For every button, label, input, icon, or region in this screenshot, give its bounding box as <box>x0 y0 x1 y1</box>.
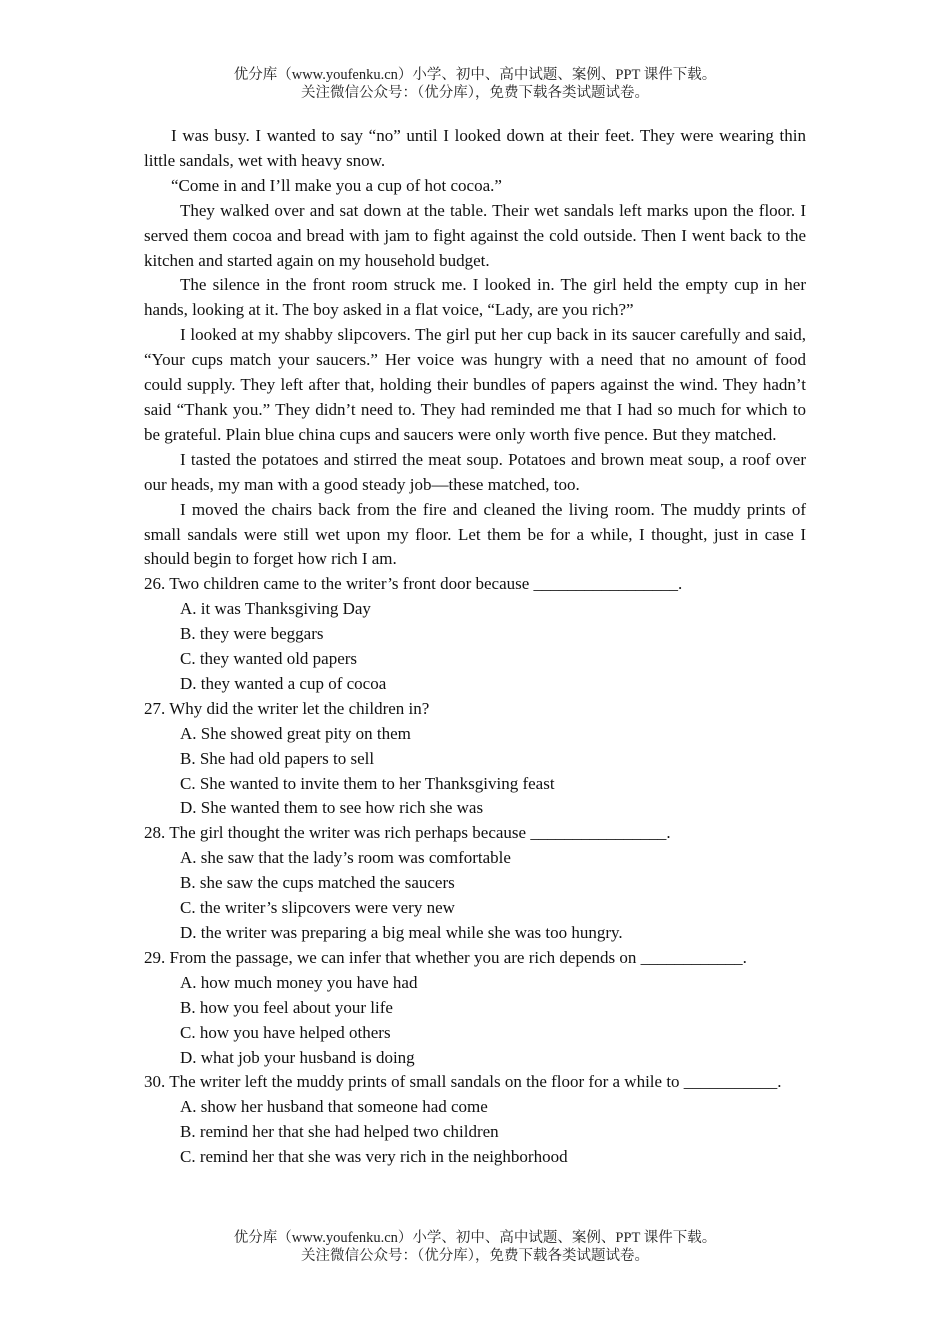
question-28 <box>144 821 806 946</box>
question-29 <box>144 946 806 1071</box>
header-line-1: 优分库（www.youfenku.cn）小学、初中、高中试题、案例、PPT 课件下载。 <box>233 67 717 83</box>
passage-paragraph: “Come in and I’ll make you a cup of hot cocoa.” <box>171 175 502 195</box>
answer-option: C. the writer’s slipcovers were very new <box>180 898 455 918</box>
passage-paragraph: I looked at my shabby slipcovers. The girl put her cup back in its saucer carefully and said, “Your cups match your saucers.” Her voice was hungry with a need that no amount of food could supply. They left after that, holding their bundles of papers against the wind. They hadn’t said “Thank you.” They didn’t need to. They had reminded me that I had so much for which to be grateful. Plain blue china cups and saucers were only worth five pence. But they matched. <box>144 325 806 444</box>
question-stem: 26. Two children came to the writer’s front door because _________________. <box>144 574 683 594</box>
answer-option: C. they wanted old papers <box>180 649 358 669</box>
question-stem: 28. The girl thought the writer was rich perhaps because ________________. <box>144 823 671 843</box>
passage-paragraph: I was busy. I wanted to say “no” until I looked down at their feet. They were wearing thin little sandals, wet with heavy snow. <box>144 126 806 170</box>
answer-option: D. She wanted them to see how rich she was <box>180 798 484 818</box>
page-header <box>0 66 950 102</box>
answer-option: C. remind her that she was very rich in the neighborhood <box>180 1147 568 1167</box>
question-27 <box>144 697 806 822</box>
passage-paragraph: The silence in the front room struck me. I looked in. The girl held the empty cup in her hands, looking at it. The boy asked in a flat voice, “Lady, are you rich?” <box>144 275 806 320</box>
document-body <box>144 124 806 1170</box>
answer-option: A. She showed great pity on them <box>180 723 411 743</box>
question-stem: 29. From the passage, we can infer that whether you are rich depends on ____________. <box>144 947 747 967</box>
answer-option: B. she saw the cups matched the saucers <box>180 873 455 893</box>
footer-line-1: 优分库（www.youfenku.cn）小学、初中、高中试题、案例、PPT 课件下载。 <box>233 1230 717 1246</box>
passage-paragraph: They walked over and sat down at the table. Their wet sandals left marks upon the floor. I served them cocoa and bread with jam to fight against the cold outside. Then I went back to the kitchen and started again on my household budget. <box>144 200 806 270</box>
answer-option: A. it was Thanksgiving Day <box>180 599 371 619</box>
footer-line-2: 关注微信公众号：（优分库），免费下载各类试题试卷。 <box>301 1248 649 1264</box>
question-stem: 30. The writer left the muddy prints of small sandals on the floor for a while to ___________. <box>144 1072 782 1092</box>
passage-paragraph: I tasted the potatoes and stirred the meat soup. Potatoes and brown meat soup, a roof over our heads, my man with a good steady job—these matched, too. <box>144 449 806 494</box>
answer-option: C. how you have helped others <box>180 1022 391 1042</box>
answer-option: A. how much money you have had <box>180 972 418 992</box>
question-30 <box>144 1070 806 1170</box>
header-line-2: 关注微信公众号：（优分库），免费下载各类试题试卷。 <box>301 85 649 101</box>
answer-option: B. they were beggars <box>180 624 324 644</box>
answer-option: B. how you feel about your life <box>180 997 393 1017</box>
question-stem: 27. Why did the writer let the children in? <box>144 698 430 718</box>
page-footer <box>0 1229 950 1265</box>
answer-option: B. She had old papers to sell <box>180 748 375 768</box>
passage-paragraph: I moved the chairs back from the fire and cleaned the living room. The muddy prints of small sandals were still wet upon my floor. Let them be for a while, I thought, just in case I should begin to forget how rich I am. <box>144 499 806 569</box>
answer-option: D. they wanted a cup of cocoa <box>180 673 387 693</box>
answer-option: D. the writer was preparing a big meal while she was too hungry. <box>180 923 623 942</box>
question-26 <box>144 572 806 697</box>
answer-option: B. remind her that she had helped two children <box>180 1122 499 1142</box>
answer-option: A. show her husband that someone had come <box>180 1097 488 1117</box>
answer-option: A. she saw that the lady’s room was comfortable <box>180 848 511 868</box>
answer-option: C. She wanted to invite them to her Thanksgiving feast <box>180 773 555 793</box>
answer-option: D. what job your husband is doing <box>180 1047 415 1067</box>
